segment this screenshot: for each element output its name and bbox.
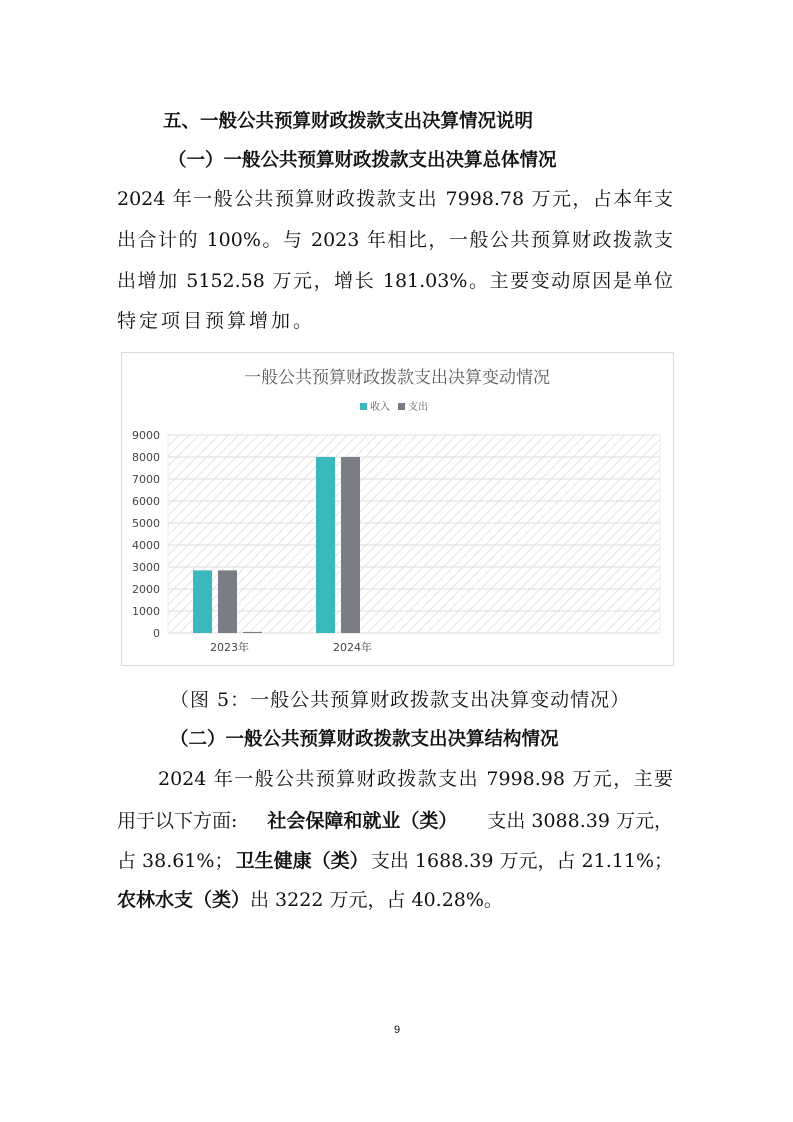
paragraph-line <box>117 849 673 873</box>
plot-area <box>168 435 660 633</box>
paragraph-line <box>117 888 503 912</box>
paragraph-line: 出增加 5152.58 万元，增长 181.03%。主要变动原因是单位 <box>117 270 673 292</box>
paragraph-line: 特定项目预算增加。 <box>117 310 316 332</box>
category-agriculture: 农林水支（类） <box>117 889 251 911</box>
paragraph-line: 2024 年一般公共预算财政拨款支出 7998.98 万元，主要 <box>158 768 673 790</box>
y-tick-label: 8000 <box>132 451 160 464</box>
y-tick-label: 4000 <box>132 539 160 552</box>
bar-收入-2023年 <box>193 570 212 633</box>
chart-title: 一般公共预算财政拨款支出决算变动情况 <box>244 368 550 388</box>
y-tick-label: 6000 <box>132 495 160 508</box>
legend-swatch-income <box>360 403 367 410</box>
x-tick-label: 2024年 <box>333 641 372 654</box>
chart-legend <box>360 400 428 413</box>
paragraph-line: 出合计的 100%。与 2023 年相比，一般公共预算财政拨款支 <box>117 229 673 251</box>
bar-支出-2024年 <box>341 457 360 633</box>
bar-series3-2023年 <box>243 632 262 633</box>
text-span: 支出 1688.39 万元，占 21.11%； <box>370 850 673 872</box>
figure-caption: （图 5：一般公共预算财政拨款支出决算变动情况） <box>170 689 631 711</box>
y-tick-label: 0 <box>153 627 160 640</box>
text-span: 出 3222 万元，占 40.28%。 <box>250 889 503 911</box>
legend-label-income: 收入 <box>370 402 390 413</box>
y-tick-label: 5000 <box>132 517 160 530</box>
text-span: 占 38.61%； <box>117 850 234 872</box>
bar-chart <box>121 352 674 666</box>
y-tick-label: 7000 <box>132 473 160 486</box>
y-tick-label: 9000 <box>132 429 160 442</box>
paragraph-line <box>117 809 673 833</box>
y-tick-label: 1000 <box>132 605 160 618</box>
text-span: 用于以下方面: <box>117 810 238 832</box>
bar-收入-2024年 <box>316 457 335 633</box>
category-health: 卫生健康（类） <box>235 850 369 872</box>
legend-swatch-expense <box>398 403 405 410</box>
section1-heading: （一）一般公共预算财政拨款支出决算总体情况 <box>168 150 557 171</box>
bar-支出-2023年 <box>218 570 237 633</box>
page-number: 9 <box>393 1024 401 1036</box>
y-tick-label: 3000 <box>132 561 160 574</box>
section-main-heading: 五、一般公共预算财政拨款支出决算情况说明 <box>163 111 534 132</box>
section2-heading: （二）一般公共预算财政拨款支出决算结构情况 <box>170 729 559 750</box>
text-span: 支出 3088.39 万元， <box>487 810 673 832</box>
x-tick-label: 2023年 <box>210 641 249 654</box>
legend-label-expense: 支出 <box>408 402 428 413</box>
category-social-security: 社会保障和就业（类） <box>267 810 458 832</box>
paragraph-line: 2024 年一般公共预算财政拨款支出 7998.78 万元，占本年支 <box>117 188 673 210</box>
y-tick-label: 2000 <box>132 583 160 596</box>
chart-svg <box>122 353 673 665</box>
